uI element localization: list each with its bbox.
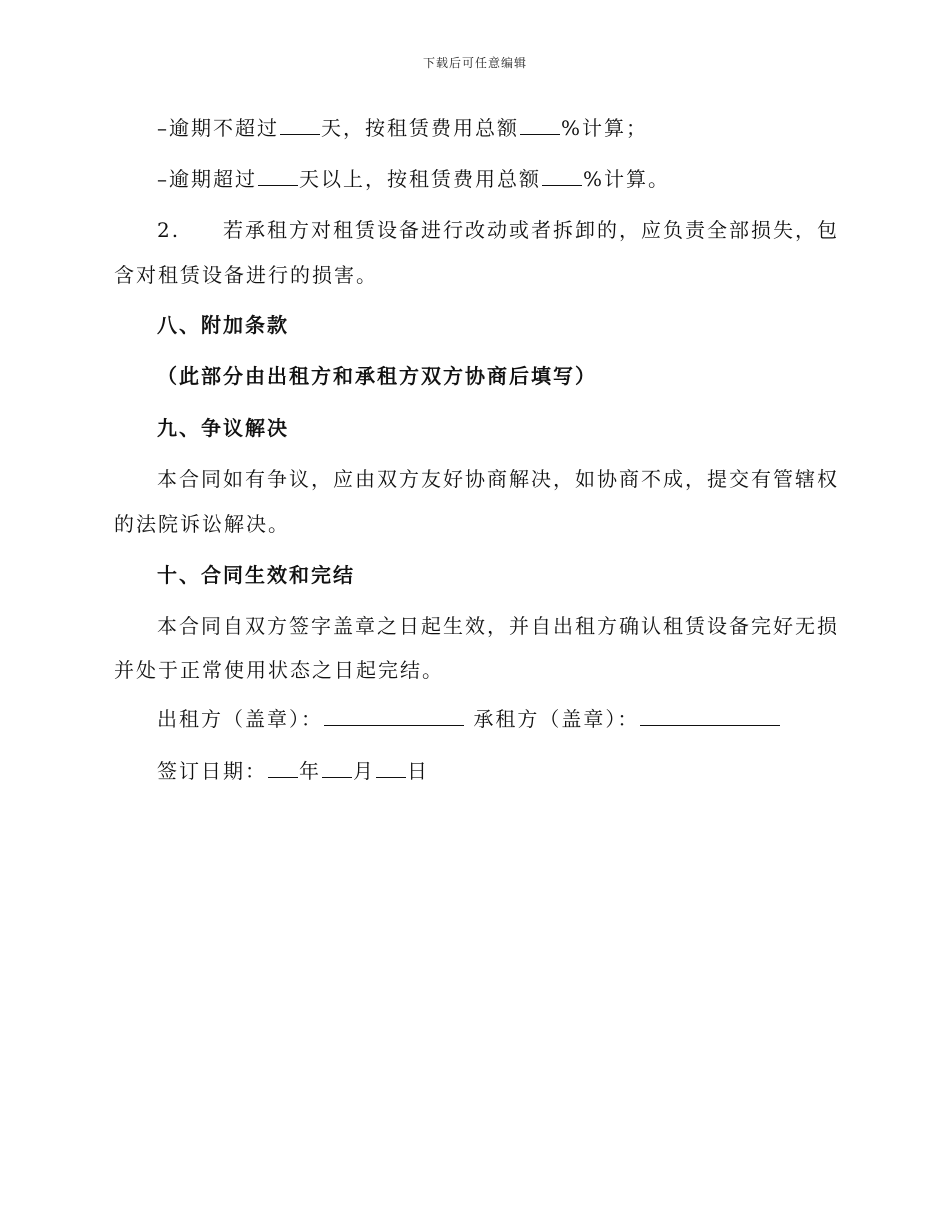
signing-date-line (157, 757, 877, 785)
overdue-line-1 (157, 114, 877, 142)
section-9-heading: 九、争议解决 (157, 416, 289, 440)
signing-date-label: 签订日期： (157, 759, 267, 783)
month-label: 月 (353, 759, 375, 783)
section-10-heading: 十、合同生效和完结 (157, 563, 355, 587)
day-label: 日 (407, 759, 429, 783)
day-blank-field[interactable] (376, 757, 406, 778)
section-8-note: （此部分由出租方和承租方双方协商后填写） (157, 364, 597, 388)
percent-blank-field[interactable] (520, 114, 560, 135)
section-10-text-line-2: 并处于正常使用状态之日起完结。 (114, 658, 444, 682)
section-10-text-line-1: 本合同自双方签字盖章之日起生效，并自出租方确认租赁设备完好无损 (157, 614, 839, 638)
clause-2-line-1 (157, 216, 877, 244)
year-label: 年 (299, 759, 321, 783)
clause-2-text: 若承租方对租赁设备进行改动或者拆卸的，应负责全部损失，包 (223, 218, 839, 242)
signature-line (157, 705, 877, 733)
year-blank-field[interactable] (268, 757, 298, 778)
page-header-note: 下载后可任意编辑 (422, 56, 527, 70)
overdue-line-2-mid: 天以上，按租赁费用总额 (299, 167, 541, 191)
clause-2-number: 2. (157, 218, 181, 242)
section-9-text-line-2: 的法院诉讼解决。 (114, 512, 290, 536)
overdue-line-2-prefix: –逾期超过 (157, 167, 257, 191)
days-blank-field[interactable] (280, 114, 320, 135)
overdue-line-1-prefix: –逾期不超过 (157, 116, 279, 140)
days-blank-field[interactable] (258, 165, 298, 186)
lessor-seal-field[interactable] (324, 705, 464, 726)
overdue-line-2 (157, 165, 877, 193)
overdue-line-1-mid: 天，按租赁费用总额 (321, 116, 519, 140)
percent-blank-field[interactable] (542, 165, 582, 186)
section-9-text-line-1: 本合同如有争议，应由双方友好协商解决，如协商不成，提交有管辖权 (157, 467, 839, 491)
lessee-seal-label: 承租方（盖章）： (473, 707, 640, 731)
overdue-line-1-suffix: %计算； (561, 116, 649, 140)
lessor-seal-label: 出租方（盖章）： (157, 707, 323, 731)
month-blank-field[interactable] (322, 757, 352, 778)
overdue-line-2-suffix: %计算。 (583, 167, 671, 191)
clause-2-line-2: 含对租赁设备进行的损害。 (114, 263, 378, 287)
lessee-seal-field[interactable] (640, 705, 780, 726)
section-8-heading: 八、附加条款 (157, 313, 289, 337)
